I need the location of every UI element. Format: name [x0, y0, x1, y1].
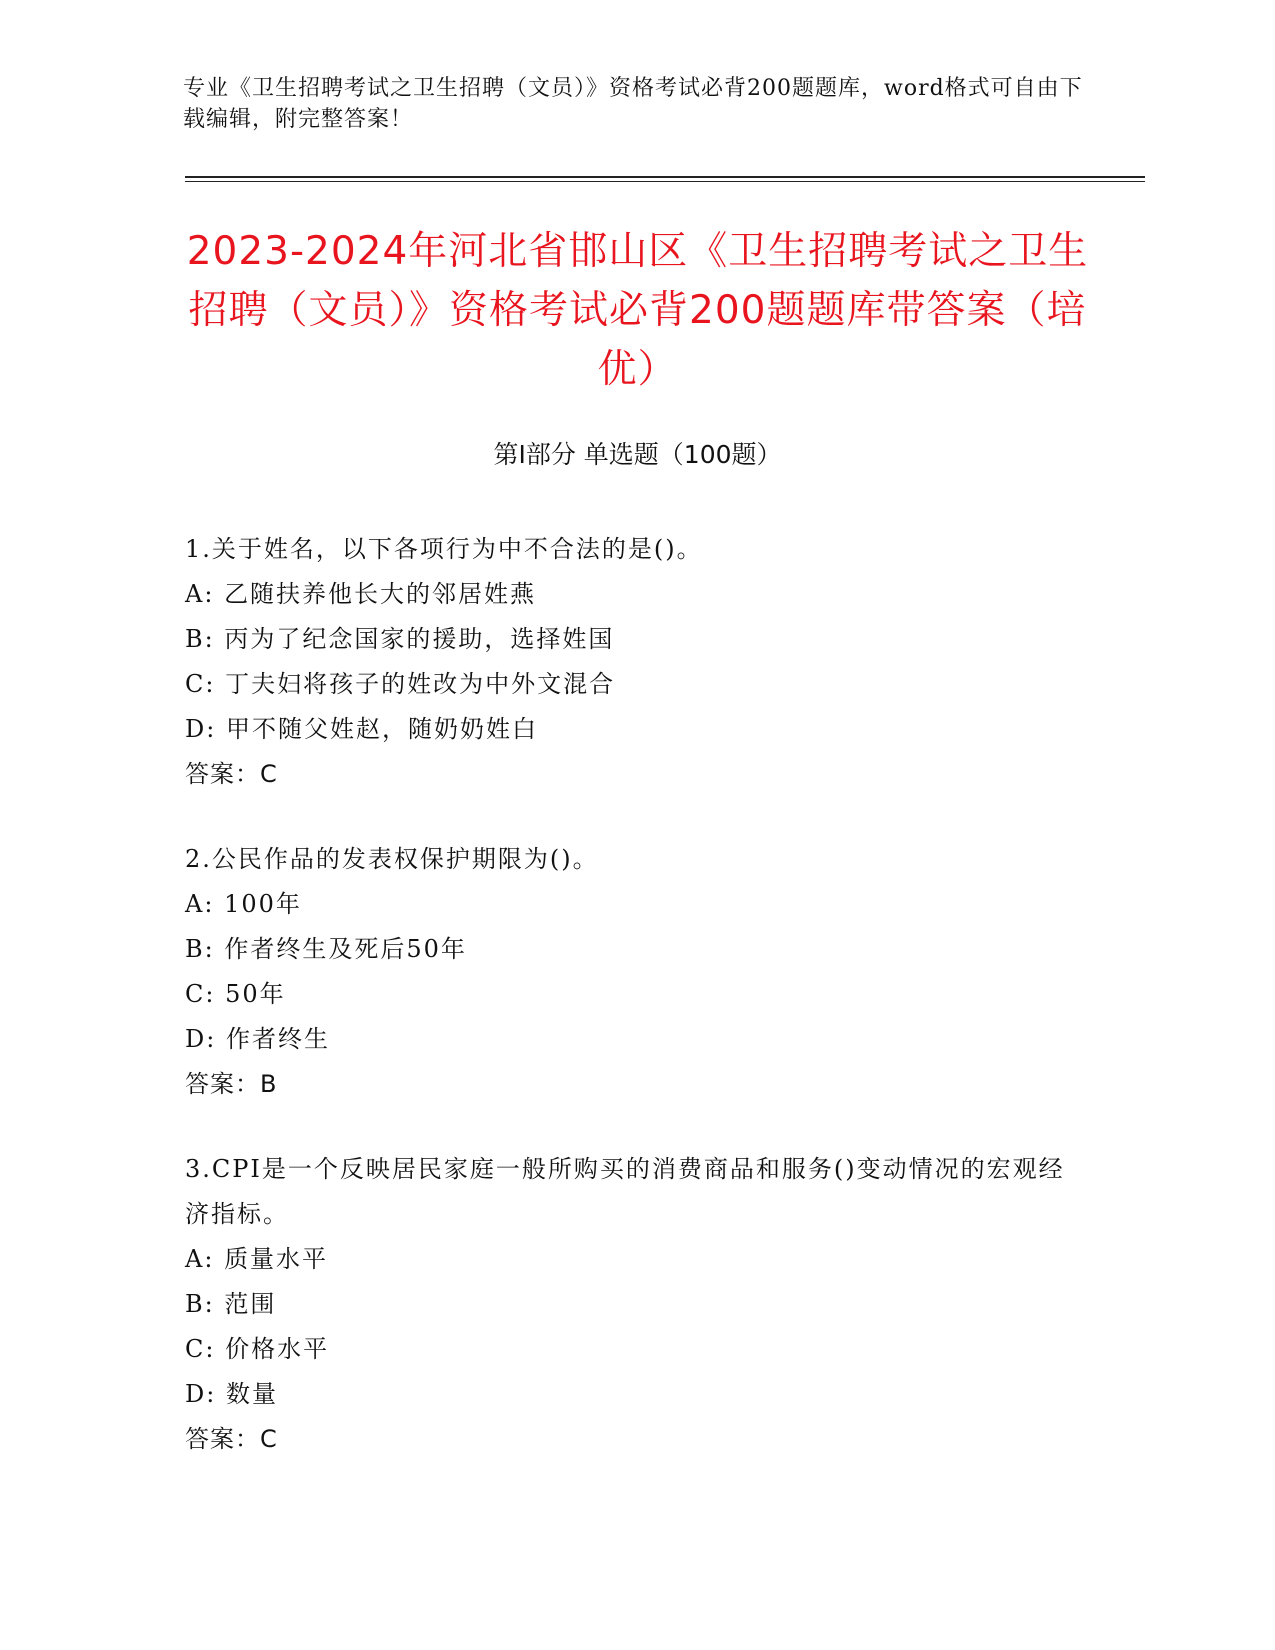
question-3: [185, 1147, 1085, 1462]
option-letter: B:: [185, 935, 215, 963]
option-text: 范围: [224, 1290, 277, 1318]
question-2: [185, 837, 1085, 1107]
question-list: [185, 527, 1085, 1502]
option-text: 丁夫妇将孩子的姓改为中外文混合: [225, 670, 616, 698]
question-stem: 1.关于姓名，以下各项行为中不合法的是()。: [185, 535, 703, 563]
answer-value: C: [260, 1425, 278, 1453]
option-text: 丙为了纪念国家的援助，选择姓国: [224, 625, 615, 653]
option-d: [185, 1017, 1085, 1062]
option-text: 甲不随父姓赵，随奶奶姓白: [225, 715, 538, 743]
option-text: 50年: [225, 980, 286, 1008]
option-text: 质量水平: [224, 1245, 329, 1273]
question-stem: 2.公民作品的发表权保护期限为()。: [185, 845, 599, 873]
option-letter: A:: [185, 1245, 215, 1273]
option-text: 乙随扶养他长大的邻居姓燕: [224, 580, 537, 608]
option-letter: D:: [185, 715, 217, 743]
option-a: [185, 572, 1085, 617]
section-title: 第Ⅰ部分 单选题（100题）: [493, 440, 782, 469]
answer-label: 答案：: [185, 760, 260, 788]
answer-line: [185, 1417, 1085, 1462]
option-text: 100年: [224, 890, 302, 918]
option-letter: B:: [185, 1290, 215, 1318]
option-b: [185, 927, 1085, 972]
option-letter: B:: [185, 625, 215, 653]
answer-value: C: [260, 760, 278, 788]
option-text: 数量: [225, 1380, 278, 1408]
option-d: [185, 707, 1085, 752]
answer-line: [185, 1062, 1085, 1107]
header-divider-thick: [185, 176, 1145, 178]
answer-line: [185, 752, 1085, 797]
option-letter: A:: [185, 890, 215, 918]
option-text: 作者终生: [225, 1025, 330, 1053]
answer-label: 答案：: [185, 1425, 260, 1453]
option-c: [185, 1327, 1085, 1372]
header-divider-thin: [185, 181, 1145, 182]
option-letter: D:: [185, 1025, 217, 1053]
option-b: [185, 617, 1085, 662]
option-b: [185, 1282, 1085, 1327]
option-letter: C:: [185, 670, 216, 698]
question-stem: 3.CPI是一个反映居民家庭一般所购买的消费商品和服务()变动情况的宏观经济指标。: [185, 1155, 1065, 1228]
answer-value: B: [260, 1070, 278, 1098]
document-title: 2023-2024年河北省邯山区《卫生招聘考试之卫生招聘（文员）》资格考试必背200题题库带答案（培优）: [186, 229, 1089, 392]
option-letter: C:: [185, 980, 216, 1008]
option-c: [185, 972, 1085, 1017]
header-note: 专业《卫生招聘考试之卫生招聘（文员）》资格考试必背200题题库，word格式可自由下载编辑，附完整答案！: [183, 76, 1083, 132]
option-c: [185, 662, 1085, 707]
option-a: [185, 882, 1085, 927]
option-a: [185, 1237, 1085, 1282]
option-d: [185, 1372, 1085, 1417]
option-text: 价格水平: [225, 1335, 330, 1363]
option-text: 作者终生及死后50年: [224, 935, 467, 963]
option-letter: D:: [185, 1380, 217, 1408]
option-letter: C:: [185, 1335, 216, 1363]
answer-label: 答案：: [185, 1070, 260, 1098]
option-letter: A:: [185, 580, 215, 608]
question-1: [185, 527, 1085, 797]
